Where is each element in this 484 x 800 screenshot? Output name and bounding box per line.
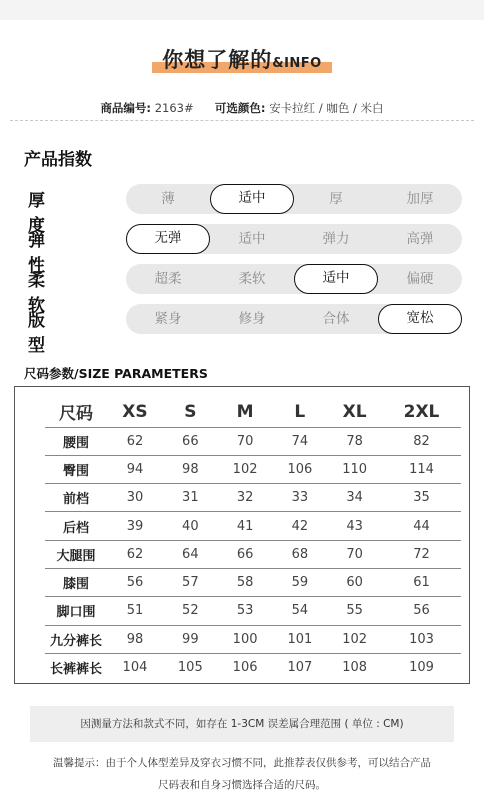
size-value-cell: 33 (272, 484, 327, 512)
index-option: 加厚 (406, 191, 434, 207)
row-label: 腰围 (45, 427, 107, 455)
size-value-cell: 53 (218, 597, 273, 625)
row-label: 九分裤长 (45, 625, 107, 653)
size-value-cell: 57 (163, 568, 218, 596)
size-value-cell: 99 (163, 625, 218, 653)
index-option: 柔软 (238, 271, 266, 287)
size-value-cell: 30 (107, 484, 163, 512)
table-row (45, 540, 461, 568)
size-value-cell: 82 (382, 427, 461, 455)
index-option: 高弹 (406, 231, 434, 247)
size-header: XL (327, 397, 382, 427)
row-label: 膝围 (45, 568, 107, 596)
size-header: M (218, 397, 273, 427)
index-option: 合体 (322, 311, 350, 327)
title-en: &INFO (272, 56, 322, 71)
title-cn: 你想了解的 (162, 48, 273, 72)
size-value-cell: 51 (107, 597, 163, 625)
table-row (45, 455, 461, 483)
size-header: S (163, 397, 218, 427)
size-value-cell: 55 (327, 597, 382, 625)
index-option: 偏硬 (406, 271, 434, 287)
product-code-value: 2163# (154, 101, 194, 115)
index-section-title: 产品指数 (24, 150, 92, 170)
size-value-cell: 106 (272, 455, 327, 483)
table-row (45, 625, 461, 653)
row-label: 大腿围 (45, 540, 107, 568)
size-value-cell: 44 (382, 512, 461, 540)
size-value-cell: 32 (218, 484, 273, 512)
size-value-cell: 74 (272, 427, 327, 455)
top-bar (0, 0, 484, 20)
product-meta (0, 100, 484, 116)
size-table-box (14, 386, 470, 684)
table-row (45, 568, 461, 596)
size-value-cell: 52 (163, 597, 218, 625)
size-value-cell: 70 (327, 540, 382, 568)
size-value-cell: 62 (107, 427, 163, 455)
size-value-cell: 41 (218, 512, 273, 540)
size-value-cell: 40 (163, 512, 218, 540)
row-label: 前档 (45, 484, 107, 512)
tip-line-2: 尺码表和自身习惯选择合适的尺码。 (158, 779, 326, 791)
size-value-cell: 98 (163, 455, 218, 483)
index-option: 弹力 (322, 231, 350, 247)
size-header: 2XL (382, 397, 461, 427)
size-table (45, 397, 461, 682)
index-scale (126, 224, 462, 254)
size-value-cell: 107 (287, 660, 313, 676)
color-label: 可选颜色: (214, 101, 266, 115)
table-row (45, 653, 461, 681)
size-value-cell: 110 (327, 455, 382, 483)
size-value-cell: 100 (218, 625, 273, 653)
size-value-cell: 60 (327, 568, 382, 596)
divider (10, 120, 474, 121)
measure-note: 因测量方法和款式不同，如存在 1-3CM 误差属合理范围 ( 单位 : CM) (30, 706, 454, 742)
size-value-cell: 56 (107, 568, 163, 596)
size-value-cell: 109 (409, 660, 434, 676)
size-value-cell: 68 (272, 540, 327, 568)
size-value-cell: 39 (107, 512, 163, 540)
table-row (45, 484, 461, 512)
index-scale (126, 184, 462, 214)
size-value-cell: 102 (327, 625, 382, 653)
size-value-cell: 64 (163, 540, 218, 568)
size-section-title: 尺码参数/SIZE PARAMETERS (24, 366, 208, 381)
size-value-cell: 62 (107, 540, 163, 568)
size-value-cell: 35 (382, 484, 461, 512)
index-scale (126, 264, 462, 294)
size-value-cell: 66 (218, 540, 273, 568)
tip-text (0, 752, 484, 796)
index-option: 超柔 (154, 271, 182, 287)
size-value-cell: 102 (218, 455, 273, 483)
index-row-label: 弹性 (28, 231, 65, 276)
size-header: L (272, 397, 327, 427)
size-value-cell: 94 (107, 455, 163, 483)
size-value-cell: 101 (272, 625, 327, 653)
index-option: 薄 (161, 191, 175, 207)
index-row (28, 304, 468, 356)
size-value-cell: 58 (218, 568, 273, 596)
size-value-cell: 108 (342, 660, 368, 676)
size-value-cell: 98 (107, 625, 163, 653)
index-row-label: 柔软 (28, 271, 65, 316)
index-option-selected: 无弹 (126, 224, 210, 254)
size-value-cell: 34 (327, 484, 382, 512)
tip-line-1: 温馨提示：由于个人体型差异及穿衣习惯不同，此推荐表仅供参考，可以结合产品 (53, 757, 431, 769)
size-value-cell: 70 (218, 427, 273, 455)
index-scale (126, 304, 462, 334)
index-option: 厚 (329, 191, 343, 207)
index-option: 适中 (238, 231, 266, 247)
size-value-cell: 78 (327, 427, 382, 455)
row-label: 后档 (45, 512, 107, 540)
size-value-cell: 61 (382, 568, 461, 596)
size-value-cell: 54 (272, 597, 327, 625)
row-label: 臀围 (45, 455, 107, 483)
index-row (28, 224, 468, 276)
header (0, 44, 484, 74)
size-header-label: 尺码 (45, 397, 107, 427)
table-row (45, 597, 461, 625)
table-row (45, 512, 461, 540)
index-row (28, 184, 468, 236)
page-title (158, 44, 326, 74)
size-value-cell: 104 (122, 660, 148, 676)
size-value-cell: 103 (382, 625, 461, 653)
size-value-cell: 72 (382, 540, 461, 568)
index-option-selected: 适中 (294, 264, 378, 294)
size-value-cell: 106 (232, 660, 258, 676)
index-option: 修身 (238, 311, 266, 327)
index-option-selected: 宽松 (378, 304, 462, 334)
row-label: 脚口围 (45, 597, 107, 625)
size-header-row (45, 397, 461, 427)
color-value: 安卡拉红 / 咖色 / 米白 (269, 101, 384, 115)
size-value-cell: 66 (163, 427, 218, 455)
size-value-cell: 105 (177, 660, 203, 676)
size-value-cell: 43 (327, 512, 382, 540)
size-value-cell: 31 (163, 484, 218, 512)
index-option: 紧身 (154, 311, 182, 327)
product-code-label: 商品编号: (100, 101, 152, 115)
table-row (45, 427, 461, 455)
index-row (28, 264, 468, 316)
row-label: 长裤裤长 (49, 662, 102, 678)
index-option-selected: 适中 (210, 184, 294, 214)
size-value-cell: 42 (272, 512, 327, 540)
index-row-label: 版型 (28, 311, 65, 356)
size-value-cell: 59 (272, 568, 327, 596)
size-header: XS (107, 397, 163, 427)
size-value-cell: 114 (382, 455, 461, 483)
index-row-label: 厚度 (28, 191, 65, 236)
size-value-cell: 56 (382, 597, 461, 625)
